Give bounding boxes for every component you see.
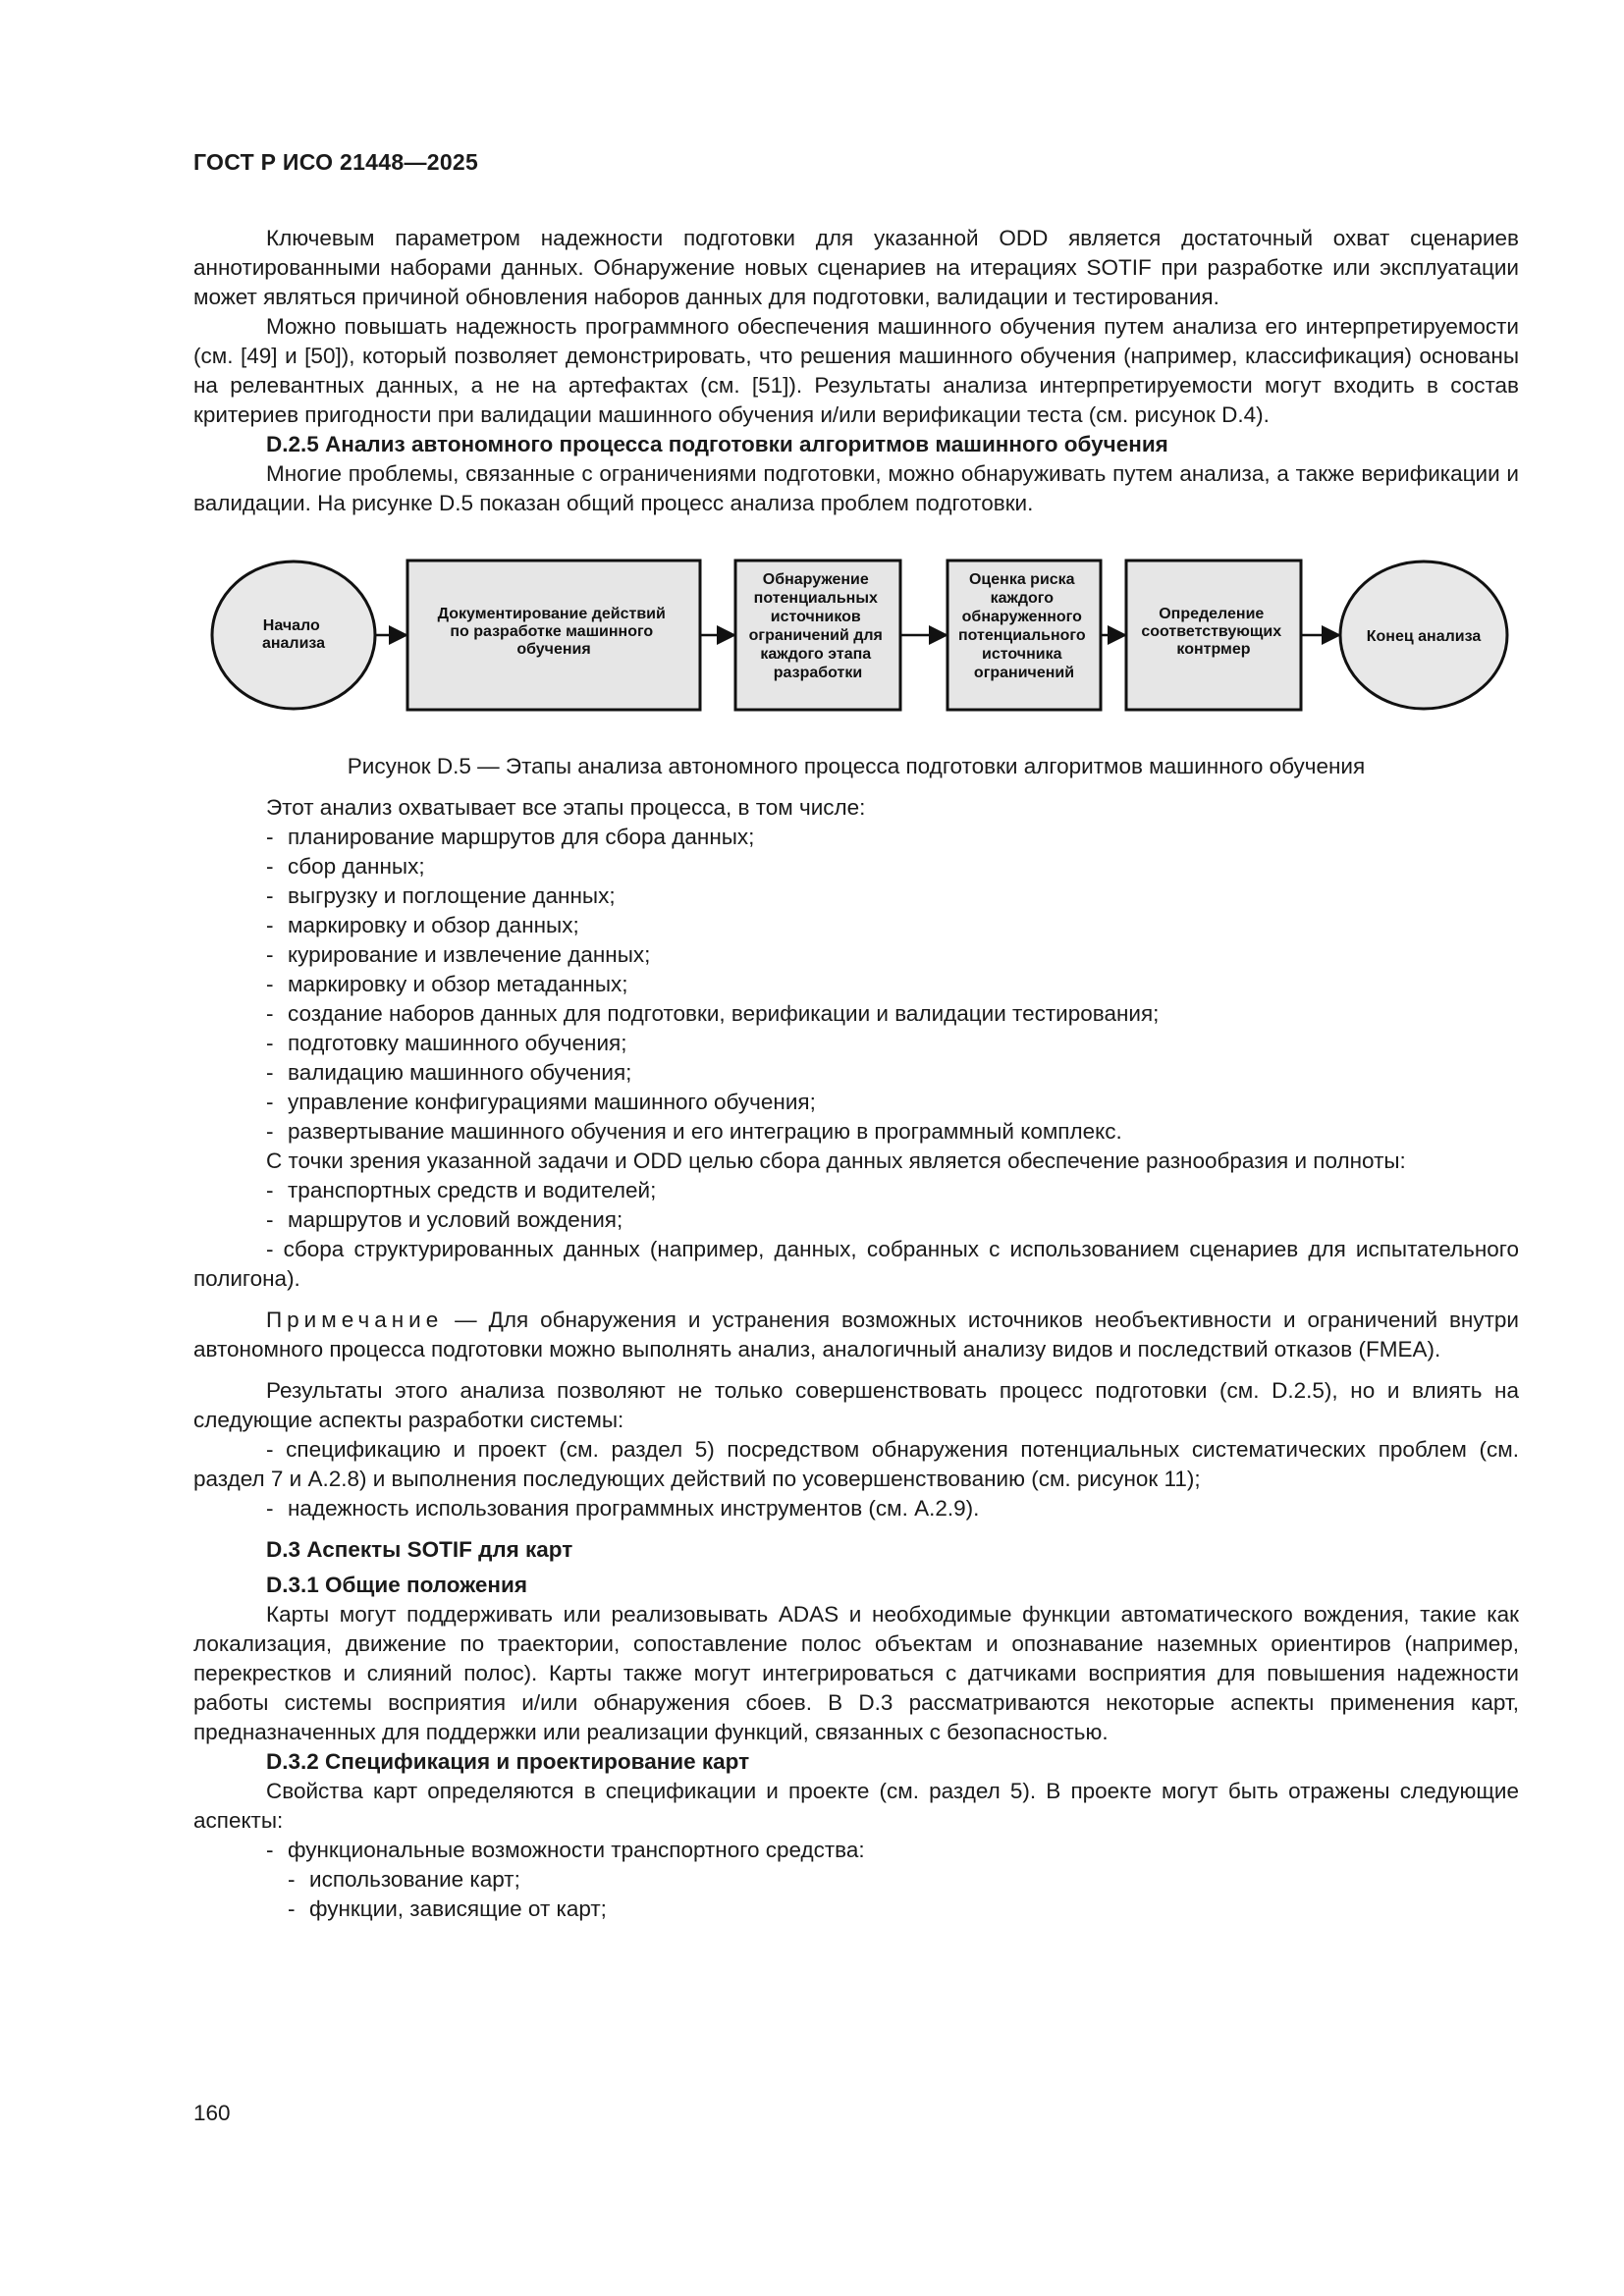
list-item: - развертывание машинного обучения и его интеграцию в программный комплекс. (266, 1117, 1519, 1147)
paragraph: Многие проблемы, связанные с ограничениями подготовки, можно обнаруживать путем анализа, а также верификации и валидации. На рисунке D.5 показан общий процесс анализа проблем подготовки. (193, 461, 1519, 515)
note-text: — Для обнаружения и устранения возможных источников необъективности и ограничений внутри автономного процесса подготовки можно выполнять анализ, аналогичный анализу видов и последствий отказов (FMEA). (193, 1308, 1519, 1362)
aspects-sublist (193, 1865, 1519, 1924)
section-heading-d31: D.3.1 Общие положения (266, 1573, 527, 1597)
page-content (193, 224, 1519, 1924)
paragraph: Этот анализ охватывает все этапы процесса, в том числе: (266, 795, 866, 820)
list-item: - управление конфигурациями машинного обучения; (266, 1088, 1519, 1117)
list-item: - надежность использования программных инструментов (см. А.2.9). (266, 1494, 1519, 1523)
list-item: - использование карт; (288, 1865, 1519, 1895)
figure-d5 (193, 554, 1519, 740)
paragraph: Можно повышать надежность программного обеспечения машинного обучения путем анализа его интерпретируемости (см. [49] и [50]), который позволяет демонстрировать, что решения машинного обучения (например, классификация) основаны на релевантных данных, а не на артефактах (см. [51]). Результаты анализа интерпретируемости могут входить в состав критериев пригодности при валидации машинного обучения и/или верификации теста (см. рисунок D.4). (193, 314, 1519, 427)
step-node-document-label: Документирование действий по разработке машинного обучения (437, 606, 666, 658)
paragraph: Ключевым параметром надежности подготовки для указанной ODD является достаточный охват сценариев аннотированными наборами данных. Обнаружение новых сценариев на итерациях SOTIF при разработке или эксплуатации может являться причиной обновления наборов данных для подготовки, валидации и тестирования. (193, 226, 1519, 309)
paragraph: Свойства карт определяются в спецификации и проекте (см. раздел 5). В проекте могут быть отражены следующие аспекты: (193, 1779, 1519, 1833)
list-item: - валидацию машинного обучения; (266, 1058, 1519, 1088)
page-number: 160 (193, 2101, 231, 2125)
start-node-label: Начало анализа (261, 617, 326, 652)
paragraph: - сбора структурированных данных (например, данных, собранных с использованием сценариев для испытательного полигона). (193, 1237, 1519, 1291)
paragraph: - спецификацию и проект (см. раздел 5) посредством обнаружения потенциальных систематических проблем (см. раздел 7 и А.2.8) и выполнения последующих действий по усовершенствованию (см. рисунок 11); (193, 1437, 1519, 1491)
list-item: - создание наборов данных для подготовки, верификации и валидации тестирования; (266, 999, 1519, 1029)
list-item: - функциональные возможности транспортного средства: (266, 1836, 1519, 1865)
paragraph: С точки зрения указанной задачи и ODD целью сбора данных является обеспечение разнообразия и полноты: (266, 1148, 1406, 1173)
end-node-label: Конец анализа (1366, 628, 1482, 645)
paragraph: Результаты этого анализа позволяют не только совершенствовать процесс подготовки (см. D.2.5), но и влиять на следующие аспекты разработки системы: (193, 1378, 1519, 1432)
list-item: - выгрузку и поглощение данных; (266, 881, 1519, 911)
list-item: - маркировку и обзор метаданных; (266, 970, 1519, 999)
list-item: - функции, зависящие от карт; (288, 1895, 1519, 1924)
figure-caption: Рисунок D.5 — Этапы анализа автономного процесса подготовки алгоритмов машинного обучения (347, 754, 1366, 778)
step-node-countermeasures-label: Определение соответствующих контрмер (1141, 606, 1282, 658)
list-item: - подготовку машинного обучения; (266, 1029, 1519, 1058)
note (193, 1306, 1519, 1364)
list-item: - транспортных средств и водителей; (266, 1176, 1519, 1205)
flow-diagram (193, 554, 1519, 740)
list-item: - маршрутов и условий вождения; (266, 1205, 1519, 1235)
note-label: Примечание (266, 1308, 444, 1332)
aspects-list (193, 1836, 1519, 1865)
list-item: - маркировку и обзор данных; (266, 911, 1519, 940)
step-node-assess-label: Оценка риска каждого обнаруженного потенциального источника ограничений (957, 571, 1086, 681)
list-item: - планирование маршрутов для сбора данных; (266, 823, 1519, 852)
section-heading-d25: D.2.5 Анализ автономного процесса подготовки алгоритмов машинного обучения (266, 432, 1168, 456)
list-item: - сбор данных; (266, 852, 1519, 881)
document-header: ГОСТ Р ИСО 21448—2025 (193, 149, 479, 175)
diversity-list (193, 1176, 1519, 1235)
section-heading-d32: D.3.2 Спецификация и проектирование карт (266, 1749, 750, 1774)
section-heading-d3: D.3 Аспекты SOTIF для карт (266, 1537, 573, 1562)
tools-list (193, 1494, 1519, 1523)
step-node-detect-label: Обнаружение потенциальных источников ограничений для каждого этапа разработки (748, 571, 883, 681)
paragraph: Карты могут поддерживать или реализовывать ADAS и необходимые функции автоматического вождения, такие как локализация, движение по траектории, сопоставление полос объектам и опознавание наземных ориентиров (например, перекрестков и слияний полос). Карты также могут интегрироваться с датчиками восприятия для повышения надежности работы системы восприятия и/или обнаружения сбоев. В D.3 рассматриваются некоторые аспекты применения карт, предназначенных для поддержки или реализации функций, связанных с безопасностью. (193, 1602, 1519, 1744)
list-item: - курирование и извлечение данных; (266, 940, 1519, 970)
process-stages-list (193, 823, 1519, 1147)
